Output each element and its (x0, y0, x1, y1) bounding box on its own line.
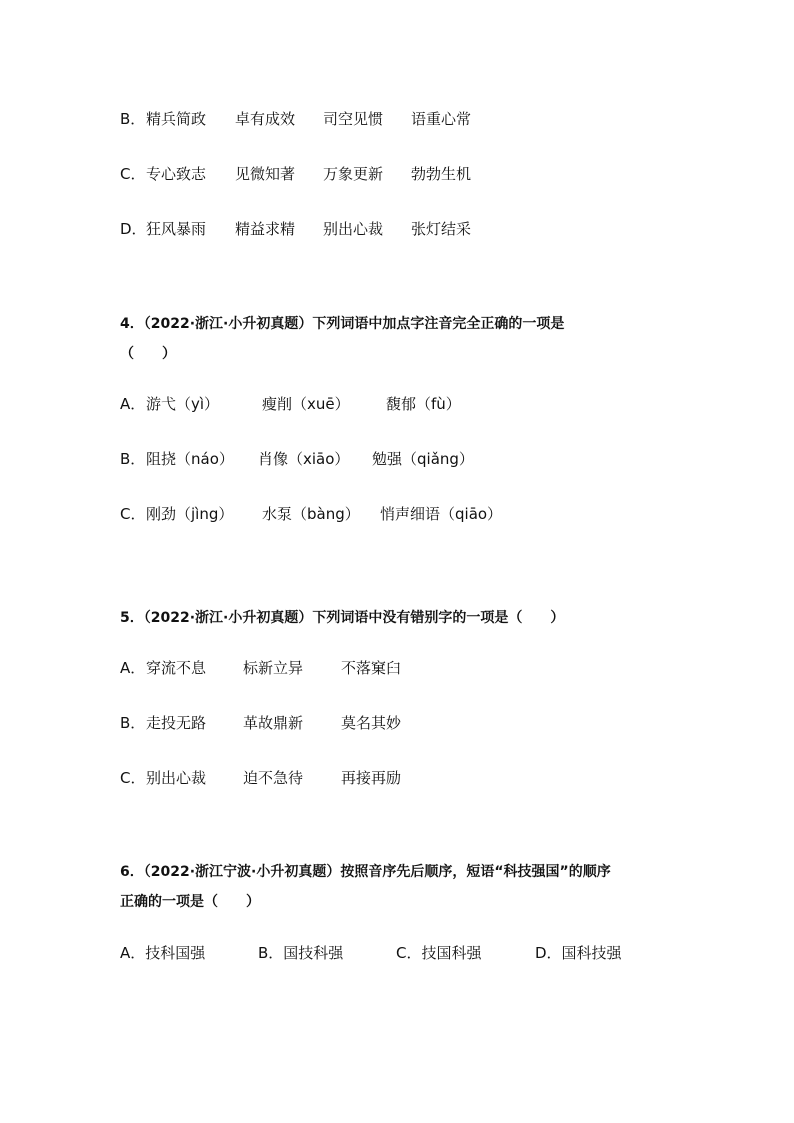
q3-b-item-2: 卓有成效 (235, 110, 296, 128)
q3-d-item-3: 别出心裁 (323, 220, 384, 238)
q5-stem: 5．（2022·浙江·小升初真题）下列词语中没有错别字的一项是（ ） (120, 610, 565, 626)
q4-c-item-1: 刚劲（jìng） (146, 505, 234, 523)
q5-a-item-1: 穿流不息 (146, 659, 207, 677)
q3-c-item-2: 见微知著 (235, 165, 296, 183)
q4-b-item-3: 勉强（qiǎng） (372, 450, 474, 468)
q3-b-item-3: 司空见惯 (323, 110, 384, 128)
q3-b-item-4: 语重心常 (411, 110, 472, 128)
q6-option-d: D．国科技强 (535, 944, 622, 962)
q4-stem-line-1: 4．（2022·浙江·小升初真题）下列词语中加点字注音完全正确的一项是 (120, 316, 565, 332)
option-label: C． (120, 165, 146, 183)
q6-option-b: B．国技科强 (258, 944, 344, 962)
q3-c-item-1: 专心致志 (146, 165, 207, 183)
q4-b-item-2: 肖像（xiāo） (258, 450, 350, 468)
q4-stem-line-2: （ ） (120, 346, 176, 362)
option-label: C． (120, 769, 146, 787)
q3-d-item-2: 精益求精 (235, 220, 296, 238)
q3-b-item-1: 精兵简政 (146, 110, 207, 128)
q4-a-item-2: 瘦削（xuē） (262, 395, 350, 413)
q5-c-item-1: 别出心裁 (146, 769, 207, 787)
q3-d-item-1: 狂风暴雨 (146, 220, 207, 238)
option-label: A． (120, 659, 146, 677)
q5-a-item-3: 不落窠臼 (341, 659, 402, 677)
q5-a-item-2: 标新立异 (243, 659, 304, 677)
option-label: D． (120, 220, 147, 238)
option-label: B． (120, 450, 146, 468)
q6-option-c: C．技国科强 (396, 944, 482, 962)
q3-d-item-4: 张灯结采 (411, 220, 472, 238)
q6-stem-line-2: 正确的一项是（ ） (120, 894, 260, 910)
option-label: C． (120, 505, 146, 523)
q5-b-item-2: 革故鼎新 (243, 714, 304, 732)
q5-c-item-3: 再接再励 (341, 769, 402, 787)
q4-c-item-2: 水泵（bàng） (262, 505, 360, 523)
option-label: B． (120, 714, 146, 732)
q3-c-item-4: 勃勃生机 (411, 165, 472, 183)
q4-b-item-1: 阻挠（náo） (146, 450, 234, 468)
q5-b-item-3: 莫名其妙 (341, 714, 402, 732)
option-label: A． (120, 395, 146, 413)
q6-stem-line-1: 6．（2022·浙江宁波·小升初真题）按照音序先后顺序，短语“科技强国”的顺序 (120, 864, 611, 880)
q4-c-item-3: 悄声细语（qiāo） (380, 505, 503, 523)
q5-b-item-1: 走投无路 (146, 714, 207, 732)
q4-a-item-1: 游弋（yì） (146, 395, 220, 413)
q3-c-item-3: 万象更新 (323, 165, 384, 183)
q6-option-a: A．技科国强 (120, 944, 206, 962)
q5-c-item-2: 迫不急待 (243, 769, 304, 787)
q4-a-item-3: 馥郁（fù） (386, 395, 461, 413)
option-label: B． (120, 110, 146, 128)
